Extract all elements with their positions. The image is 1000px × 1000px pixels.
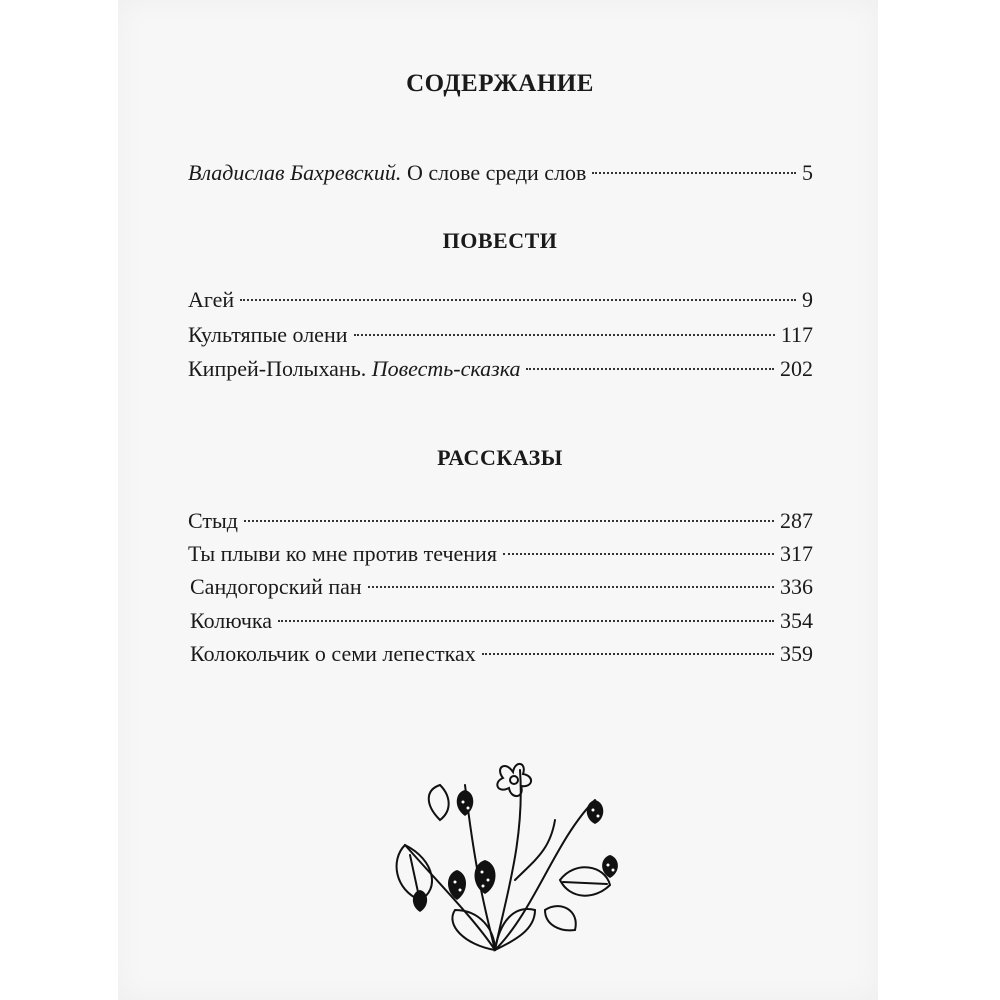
intro-title: О слове среди слов [406,160,587,185]
page-number: 359 [780,641,813,666]
leader-dots [368,586,774,588]
leader-dots [482,653,774,655]
toc-entry[interactable] [190,641,813,675]
toc-title: СОДЕРЖАНИЕ [406,70,594,97]
page-number: 9 [802,287,813,312]
entry-title: Колокольчик о семи лепестках [190,641,476,666]
toc-entry[interactable] [188,322,813,356]
toc-entry[interactable] [188,541,813,575]
leader-dots [278,620,774,622]
section-heading-rasskazy: РАССКАЗЫ [437,445,563,470]
entry-title: Культяпые олени [188,322,348,347]
page-number: 317 [780,541,813,566]
toc-entry[interactable] [190,574,813,608]
entry-title: Агей [188,287,235,312]
page-number: 336 [780,574,813,599]
entry-title: Сандогорский пан [190,574,362,599]
strawberry-plant-illustration-icon [385,760,635,960]
entry-title: Кипрей-Полыхань. [188,356,367,381]
page-number: 117 [780,322,813,347]
toc-entry[interactable] [188,356,813,390]
toc-entry[interactable] [190,608,813,642]
leader-dots [354,334,775,336]
entry-title: Ты плыви ко мне против течения [188,541,497,566]
page-number: 5 [802,160,813,185]
leader-dots [592,172,796,174]
entry-title: Колючка [190,608,273,633]
entry-subtitle: Повесть-сказка [371,356,521,381]
page-number: 354 [780,608,813,633]
intro-author: Владислав Бахревский. [188,160,402,185]
toc-entry[interactable] [188,287,813,321]
leader-dots [240,299,796,301]
entry-title: Стыд [188,508,238,533]
page-number: 287 [780,508,813,533]
leader-dots [244,520,774,522]
section-heading-povesti: ПОВЕСТИ [442,228,558,253]
leader-dots [503,553,774,555]
page-number: 202 [780,356,813,381]
toc-entry-intro[interactable] [188,160,813,194]
leader-dots [526,368,774,370]
toc-entry[interactable] [188,508,813,542]
